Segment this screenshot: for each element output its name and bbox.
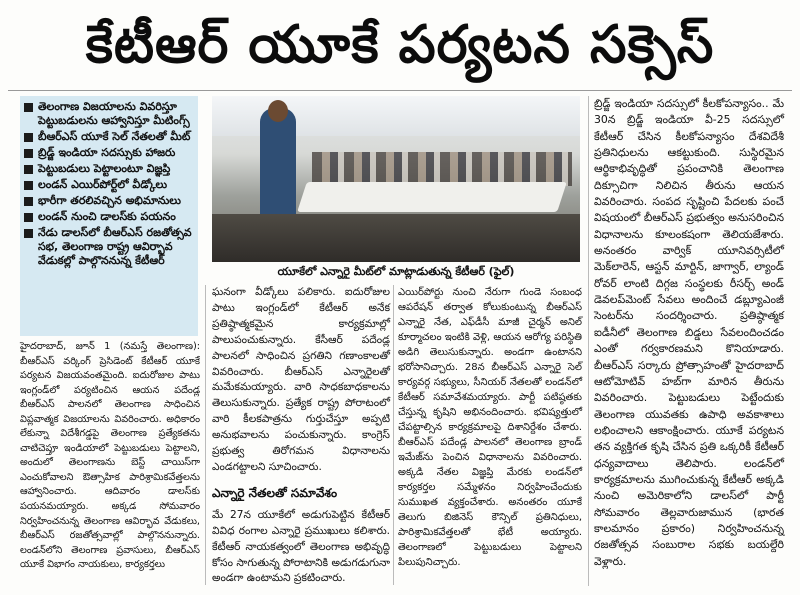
body-paragraph: మే 27న యూకేలో అడుగుపెట్టిన కేటీఆర్ వివిధ రంగాల ఎన్నారై ప్రముఖులు కలిశారు. కేటీఆర్ నాయకత్వంలో తెలంగాణ అభివృద్ధి కోసం సాగుతున్న పోరాటానికి అడుగడుగునా అండగా ఉంటామని ప్రకటించారు.: [212, 508, 390, 585]
photo-caption: యూకేలో ఎన్నారై మీట్‌లో మాట్లాడుతున్న కేటీఆర్ (ఫైల్): [277, 265, 515, 278]
column-divider: [393, 285, 394, 585]
body-paragraph: ఘనంగా వీడ్కోలు పలికారు. ఐదురోజుల పాటు ఇంగ్లండ్‌లో కేటీఆర్ అనేక ప్రతిష్ఠాత్మకమైన కార్యక్రమాల్లో పాలుపంచుకున్నారు. కేసీఆర్ పదేండ్ల పాలనలో సాధించిన ప్రగతిని గణాంకాలతో వివరించారు. బీఆర్ఎస్ ఎన్నారైలతో మమేకమయ్యారు. వారి సాధకబాధకాలను తెలుసుకున్నారు. ప్రత్యేక రాష్ట్ర పోరాటంలో వారి కీలకపాత్రను గుర్తుచేస్తూ అప్పటి అనుభవాలను పంచుకున్నారు. కాంగ్రెస్ ప్రభుత్వ తిరోగమన విధానాలను ఎండగట్టాలని సూచించారు.: [212, 286, 390, 473]
highlight-item: పెట్టుబడులు పెట్టాలంటూ విజ్ఞప్తి: [24, 162, 194, 176]
highlight-item: బీఆర్ఎస్ యూకే సెల్ నేతలతో మీట్: [24, 130, 194, 144]
photo-speaker-head: [268, 100, 288, 122]
photo-foreground: [212, 214, 580, 262]
highlights-box: [20, 96, 198, 336]
headline-divider: [8, 90, 792, 91]
article-column-2: [212, 285, 390, 587]
news-photo: [212, 96, 580, 262]
square-bullet-icon: [24, 149, 33, 158]
highlight-item: నేడు డాలస్‌లో బీఆర్ఎస్ రజతోత్సవ సభ, తెలంగాణ రాష్ట్ర ఆవిర్భావ వేడుకల్లో పాల్గొననున్న కేటీఆర్: [24, 226, 194, 268]
highlight-item: లండన్ ఎయిర్‌పోర్ట్‌లో వీడ్కోలు: [24, 178, 194, 192]
body-paragraph: హైదరాబాద్, జూన్ 1 (నమస్తే తెలంగాణ): బీఆర్ఎస్ వర్కింగ్ ప్రెసిడెంట్ కేటీఆర్ యూకే పర్యటన విజయవంతమైంది. ఐదురోజుల పాటు ఇంగ్లండ్‌లో పర్యటించిన ఆయన పదేండ్ల బీఆర్ఎస్ పాలనలో తెలంగాణ సాధించిన విప్లవాత్మక విజయాలను వివరించారు. అధికారం లేకున్నా విదేశీగడ్డపై తెలంగాణ ప్రత్యేకతను చాటిచెప్తూ ఇండియాలో పెట్టుబడులు పెట్టాలని, అందులో తెలంగాణను బెస్ట్ చాయిస్‌గా ఎంచుకోవాలని ఔత్సాహిక పారిశ్రామికవేత్తలను ఆహ్వానించారు. ఆదివారం డాలస్‌కు పయనమయ్యారు. అక్కడ సోమవారం నిర్వహించనున్న తెలంగాణ ఆవిర్భావ వేడుకలు, బీఆర్ఎస్ రజతోత్సవాల్లో పాల్గొననున్నారు. లండన్‌లోని తెలంగాణ ప్రవాసులు, బీఆర్ఎస్ యూకే విభాగం నాయకులు, కార్యకర్తలు: [20, 341, 200, 571]
photo-audience: [312, 152, 572, 186]
highlight-item: తెలంగాణ విజయాలను వివరిస్తూ పెట్టుబడులను ఆహ్వానిస్తూ మీటింగ్స్: [24, 100, 194, 128]
body-paragraph: ఎయిర్‌పోర్టు నుంచి నేరుగా గుండె సంబంధ ఆపరేషన్ తర్వాత కోలుకుంటున్న బీఆర్ఎస్ ఎన్నారై నేత, ఎఫ్‌డీసీ మాజీ చైర్మన్ అనిల్ కూర్మాచలం ఇంటికి వెళ్లి, ఆయన ఆరోగ్య పరిస్థితి అడిగి తెలుసుకున్నారు. అండగా ఉంటానని భరోసానిచ్చారు. 28న బీఆర్ఎస్ ఎన్నారై సెల్ కార్యవర్గ సభ్యులు, సీనియర్ నేతలతో లండన్‌లో కేటీఆర్ సమావేశమయ్యారు. పార్టీ పటిష్ఠతకు చేస్తున్న కృషిని అభినందించారు. భవిష్యత్తులో చేపట్టాల్సిన కార్యక్రమాలపై దిశానిర్దేశం చేశారు. బీఆర్ఎస్ పదేండ్ల పాలనలో తెలంగాణ బ్రాండ్ ఇమేజ్‌ను పెంచిన విధానాలను వివరించారు. అక్కడి నేతల విజ్ఞప్తి మేరకు లండన్‌లో కార్యకర్తల సమ్మేళనం నిర్వహించేందుకు సుముఖత వ్యక్తంచేశారు. అనంతరం యూకే తెలుగు బిజినెస్ కౌన్సిల్ ప్రతినిధులు, పారిశ్రామికవేత్తలతో భేటీ అయ్యారు. తెలంగాణలో పెట్టుబడులు పెట్టాలని పిలుపునిచ్చారు.: [398, 287, 582, 568]
square-bullet-icon: [24, 213, 33, 222]
square-bullet-icon: [24, 181, 33, 190]
square-bullet-icon: [24, 103, 33, 112]
article-column-4: [594, 96, 784, 570]
photo-table: [297, 182, 567, 212]
section-subheading: ఎన్నారై నేతలతో సమావేశం: [212, 485, 338, 500]
square-bullet-icon: [24, 133, 33, 142]
column-divider: [588, 96, 589, 586]
highlight-item: బ్రిడ్జ్ ఇండియా సదస్సుకు హాజరు: [24, 146, 194, 160]
highlight-item: లండన్ నుంచి డాలస్‌కు పయనం: [24, 210, 194, 224]
square-bullet-icon: [24, 197, 33, 206]
article-column-3: [398, 285, 582, 570]
article-column-1: [20, 340, 200, 573]
square-bullet-icon: [24, 229, 33, 238]
highlight-item: భారీగా తరలివచ్చిన అభిమానులు: [24, 194, 194, 208]
square-bullet-icon: [24, 165, 33, 174]
body-paragraph: బ్రిడ్జ్ ఇండియా సదస్సులో కీలకోపన్యాసం.. మే 30న బ్రిడ్జ్ ఇండియా వీ-25 సదస్సులో కేటీఆర్ చేసిన కీలకోపన్యాసం దేశవిదేశీ ప్రతినిధులను ఆకట్టుకుంది. సుస్థిరమైన ఆర్థికాభివృద్ధితో ప్రపంచానికి తెలంగాణ దిక్సూచిగా నిలిచిన తీరును ఆయన వివరించారు. సంపద సృష్టించి పేదలకు పంచే విషయంలో బీఆర్ఎస్ ప్రభుత్వం అనుసరించిన విధానాలను కూలంకషంగా తెలియజేశారు. అనంతరం వార్విక్ యూనివర్సిటీలో మెక్‌లారెన్, ఆస్టన్ మార్టిన్, జాగ్వార్, ల్యాండ్ రోవర్ లాంటి దిగ్గజ సంస్థలకు రీసర్చ్ అండ్ డెవలప్‌మెంట్ సేవలు అందించే డబ్ల్యూఎంజీ సెంటర్‌ను సందర్శించారు. ప్రతిష్ఠాత్మక ఐడీనీలో తెలంగాణ బిడ్డలు సేవలందించడం ఎంతో గర్వకారణమని కొనియాడారు. బీఆర్ఎస్ సర్కారు ప్రోత్సాహంతో హైదరాబాద్ ఆటోమోటివ్ హబ్‌గా మారిన తీరును వివరించారు. పెట్టుబడులు పెట్టేందుకు తెలంగాణ యువతకు ఉపాధి అవకాశాలు లభించాలని ఆకాంక్షించారు. యూకే పర్యటన తన వ్యక్తిగత కృషి చేసిన ప్రతి ఒక్కరికీ కేటీఆర్ ధన్యవాదాలు తెలిపారు. లండన్‌లో కార్యక్రమాలను ముగించుకున్న కేటీఆర్ అక్కడి నుంచి అమెరికాలోని డాలస్‌లో పార్టీ సోమవారం తెల్లవారుజామున (భారత కాలమానం ప్రకారం) నిర్వహించనున్న రజతోత్సవ సంబురాల సభకు బయల్దేరి వెళ్లారు.: [594, 97, 784, 568]
headline: కేటీఆర్ యూకే పర్యటన సక్సెస్: [85, 15, 715, 75]
photo-speaker: [260, 108, 296, 228]
column-divider: [205, 285, 206, 585]
